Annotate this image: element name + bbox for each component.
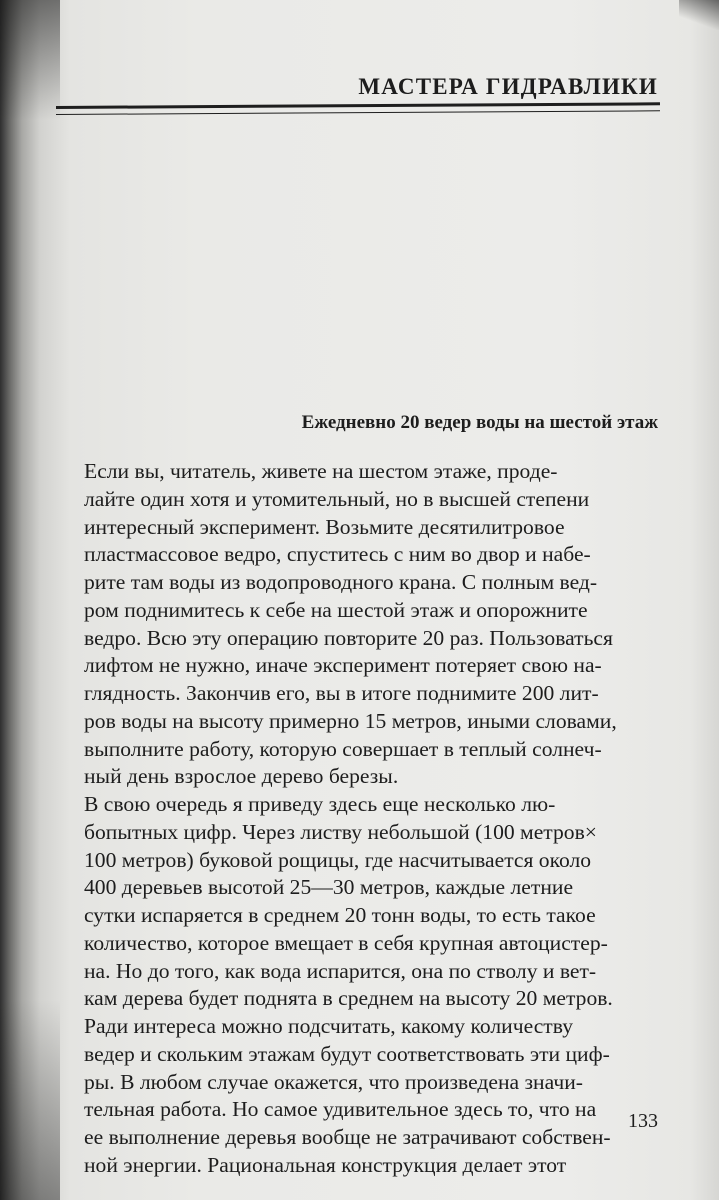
body-text [50, 458, 654, 1180]
text-line: Ради интереса можно подсчитать, какому количеству [84, 1014, 573, 1038]
text-line: 400 деревьев высотой 25—30 метров, каждые летние [84, 875, 574, 900]
text-line: 100 метров) буковой рощицы, где насчитывается около [84, 847, 592, 872]
text-line: интересный эксперимент. Возьмите десятилитровое [84, 514, 565, 539]
text-line: рите там воды из водопроводного крана. С полным вед- [84, 570, 598, 594]
text-line: пластмассовое ведро, спуститесь с ним во двор и набе- [84, 542, 591, 567]
paragraph [50, 791, 654, 1180]
text-line: выполните работу, которую совершает в теплый солнеч- [84, 736, 602, 761]
text-line: лайте один хотя и утомительный, но в высшей степени [84, 486, 590, 511]
text-line: ром поднимитесь к себе на шестой этаж и опорожните [84, 597, 588, 622]
page-number: 133 [628, 1110, 658, 1132]
section-heading: Ежедневно 20 ведер воды на шестой этаж [301, 412, 658, 433]
text-line: бопытных цифр. Через листву небольшой (100 метров× [84, 819, 597, 844]
text-line: В свою очередь я приведу здесь еще несколько лю- [84, 792, 556, 816]
text-line: количество, которое вмещает в себя крупная автоцистер- [84, 930, 608, 955]
text-line: на. Но до того, как вода испарится, она по стволу и вет- [84, 958, 597, 983]
text-line: ведро. Всю эту операцию повторите 20 раз. Пользоваться [84, 625, 613, 650]
text-line: ры. В любом случае окажется, что произведена значи- [84, 1069, 583, 1094]
header-rule-thick [56, 102, 660, 109]
text-line: кам дерева будет поднята в среднем на высоту 20 метров. [84, 986, 613, 1011]
text-line: ров воды на высоту примерно 15 метров, иными словами, [84, 708, 617, 733]
header-rule-thin [56, 110, 660, 115]
text-line: сутки испаряется в среднем 20 тонн воды, то есть такое [84, 903, 596, 927]
text-line: лифтом не нужно, иначе эксперимент потеряет свою на- [84, 653, 602, 678]
text-line: ной энергии. Рациональная конструкция делает этот [84, 1152, 567, 1177]
text-line: ный день взрослое дерево березы. [84, 764, 399, 789]
text-line: Если вы, читатель, живете на шестом этаже, проде- [84, 459, 558, 483]
paragraph [50, 458, 654, 791]
text-line: ведер и скольким этажам будут соответствовать эти циф- [84, 1041, 610, 1066]
text-line: ее выполнение деревья вообще не затрачивают собствен- [84, 1125, 611, 1149]
running-header: МАСТЕРА ГИДРАВЛИКИ [358, 74, 658, 99]
text-line: тельная работа. Но самое удивительное здесь то, что на [84, 1097, 597, 1122]
text-line: глядность. Закончив его, вы в итоге поднимите 200 лит- [84, 681, 599, 705]
